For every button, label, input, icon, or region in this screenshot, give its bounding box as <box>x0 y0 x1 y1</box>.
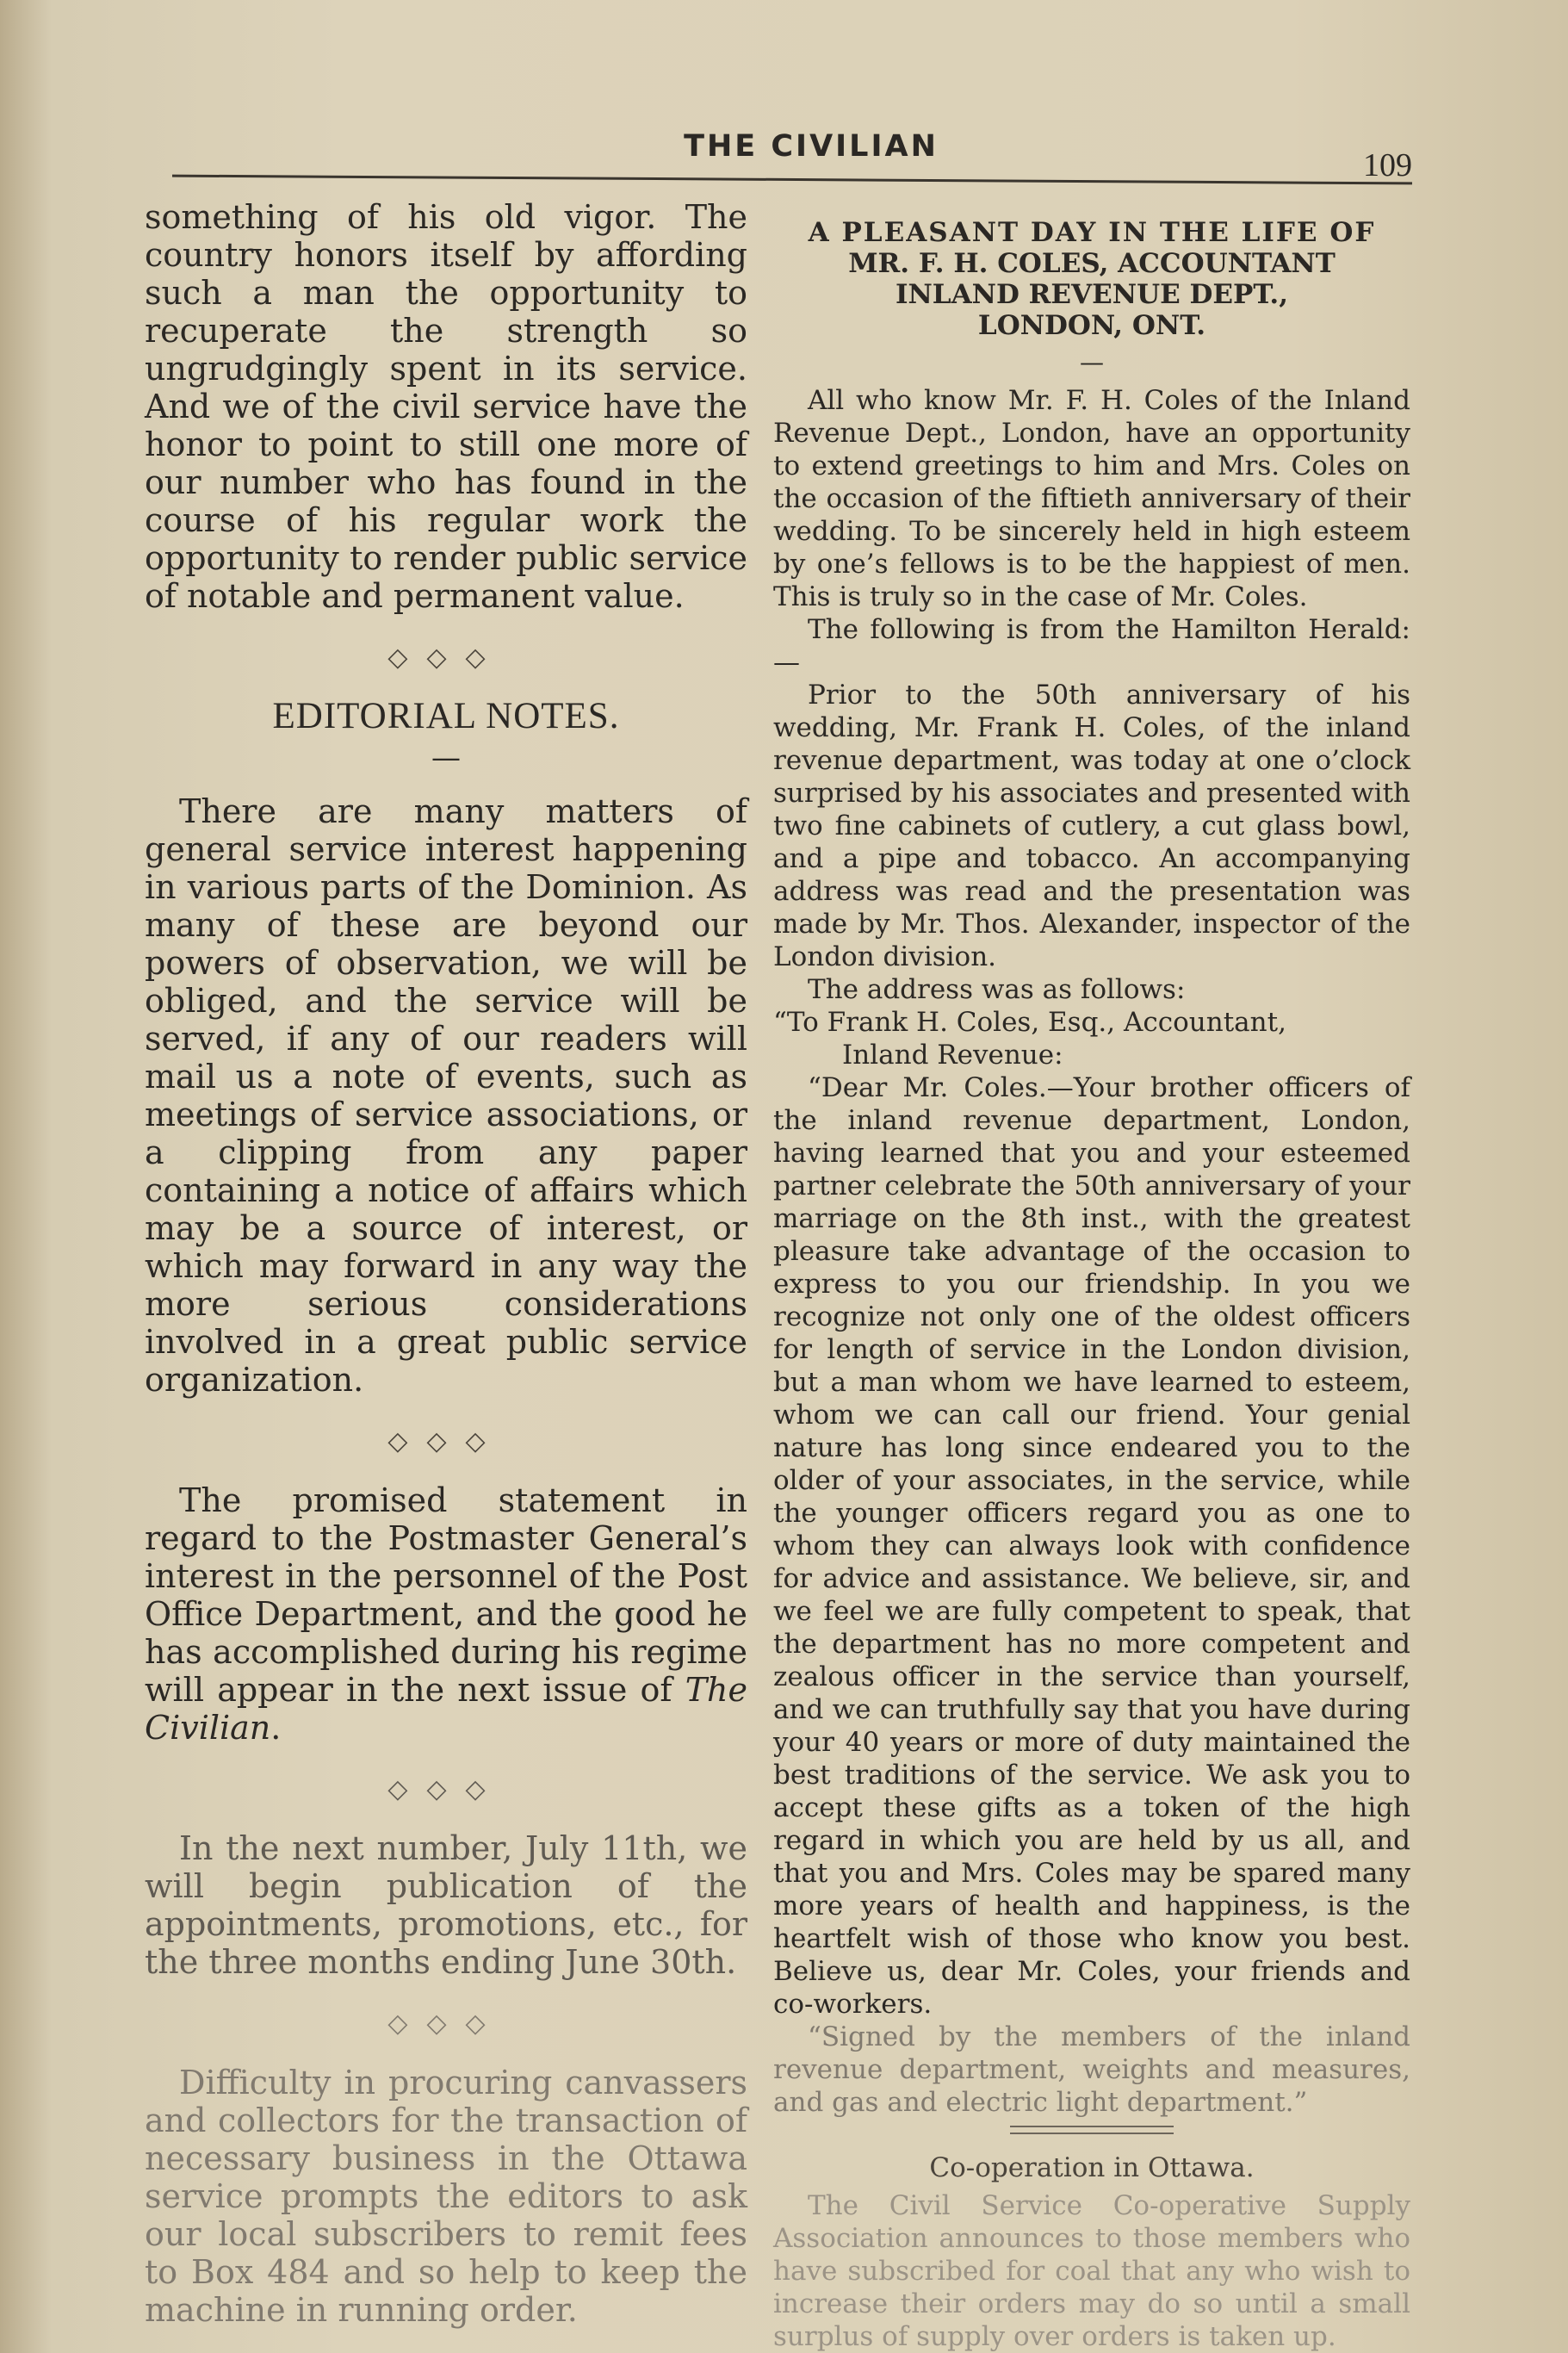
page-header <box>155 129 1412 198</box>
editorial-note-4: Difficulty in procuring canvassers and collectors for the transaction of necessary business in the Ottawa service prompts the editors to ask our local subscribers to remit fees to Box 484 and so help to keep the machine in running order. <box>145 2064 747 2329</box>
left-column <box>145 198 747 2329</box>
section-double-rule <box>1010 2126 1174 2134</box>
article-title <box>773 217 1410 341</box>
note-2-end: . <box>270 1709 282 1747</box>
address-letter: “Dear Mr. Coles.—Your brother officers of the inland revenue department, London, having learned that you and your esteemed partner celebrate the 50th anniversary of your marriage on the 8th inst., with the greatest pleasure take advantage of the occasion to express to you our friendship. In you we recognize not only one of the oldest officers for length of service in the London division, but a man whom we have learned to esteem, whom we can call our friend. Your genial nature has long since endeared you to the older of your associates, in the service, while the younger officers regard you as one to whom they can always look with confidence for advice and assistance. We believe, sir, and we feel we are fully competent to speak, that the department has no more competent and zealous officer in the service than yourself, and we can truthfully say that you have during your 40 years or more of duty maintained the best traditions of the service. We ask you to accept these gifts as a token of the high regard in which you are held by us all, and that you and Mrs. Coles may be spared many more years of health and happiness, is the heartfelt wish of those who know you best. Believe us, dear Mr. Coles, your friends and co-workers. <box>773 1072 1410 2020</box>
right-column <box>773 198 1410 2353</box>
editorial-note-3: In the next number, July 11th, we will begin publication of the appointments, promotions, etc., for the three months ending June 30th. <box>145 1829 747 1981</box>
ornament-divider: ◇◇◇ <box>387 2008 505 2039</box>
article-paragraph: The following is from the Hamilton Herald:— <box>773 614 1410 678</box>
article-paragraph: Prior to the 50th anniversary of his wedding, Mr. Frank H. Coles, of the inland revenue department, was today at one o’clock surprised by his associates and presented with two fine cabinets of cutlery, a cut glass bowl, and a pipe and tobacco. An accompanying address was read and the presentation was made by Mr. Thos. Alexander, inspector of the London division. <box>773 680 1410 972</box>
ornament-divider: ◇◇◇ <box>387 1426 505 1456</box>
continued-paragraph: something of his old vigor. The country honors itself by affording such a man the opportunity to recuperate the strength so ungrudgingly spent in its service. And we of the civil service have the honor to point to still one more of our number who has found in the course of his regular work the opportunity to render public service of notable and permanent value. <box>145 198 747 615</box>
heading-dash: — <box>431 741 461 775</box>
article-title-line: MR. F. H. COLES, ACCOUNTANT <box>848 248 1336 279</box>
coop-paragraph: The Civil Service Co-operative Supply Association announces to those members who have subscribed for coal that any who wish to increase their orders may do so until a small surplus of supply over orders is taken up. <box>773 2190 1410 2352</box>
article-title-line: A PLEASANT DAY IN THE LIFE OF <box>808 217 1376 248</box>
article-paragraph: All who know Mr. F. H. Coles of the Inland Revenue Dept., London, have an opportunity to extend greetings to him and Mrs. Coles on the occasion of the fiftieth anniversary of their wedding. To be sincerely held in high esteem by one’s fellows is to be the happiest of men. This is truly so in the case of Mr. Coles. <box>773 385 1410 612</box>
article-title-line: LONDON, ONT. <box>977 310 1206 341</box>
address-line: “To Frank H. Coles, Esq., Accountant, <box>773 1007 1286 1038</box>
title-dash: — <box>1080 348 1104 376</box>
subheading: Co-operation in Ottawa. <box>929 2152 1255 2183</box>
section-heading: EDITORIAL NOTES. <box>272 696 620 736</box>
running-title: THE CIVILIAN <box>684 129 939 164</box>
editorial-note-2 <box>145 1481 747 1747</box>
header-rule <box>172 175 1412 185</box>
address-signature: “Signed by the members of the inland revenue department, weights and measures, and gas and electric light department.” <box>773 2021 1410 2118</box>
note-2-text: The promised statement in regard to the Postmaster General’s interest in the personnel of the Post Office Department, and the good he has accomplished during his regime will appear in the next issue of <box>145 1481 747 1709</box>
note-2-publication-title: The Civilian <box>145 1671 747 1747</box>
article-title-line: INLAND REVENUE DEPT., <box>895 279 1289 310</box>
address-line: Inland Revenue: <box>842 1040 1063 1071</box>
page-number: 109 <box>1363 147 1412 183</box>
editorial-note-1: There are many matters of general service interest happening in various parts of the Dominion. As many of these are beyond our powers of observation, we will be obliged, and the service will be served, if any of our readers will mail us a note of events, such as meetings of service associations, or a clipping from any paper containing a notice of affairs which may be a source of interest, or which may forward in any way the more serious considerations involved in a great public service organization. <box>145 792 747 1399</box>
ornament-divider: ◇◇◇ <box>387 1774 505 1804</box>
article-paragraph: The address was as follows: <box>808 974 1186 1005</box>
ornament-divider: ◇◇◇ <box>387 643 505 673</box>
